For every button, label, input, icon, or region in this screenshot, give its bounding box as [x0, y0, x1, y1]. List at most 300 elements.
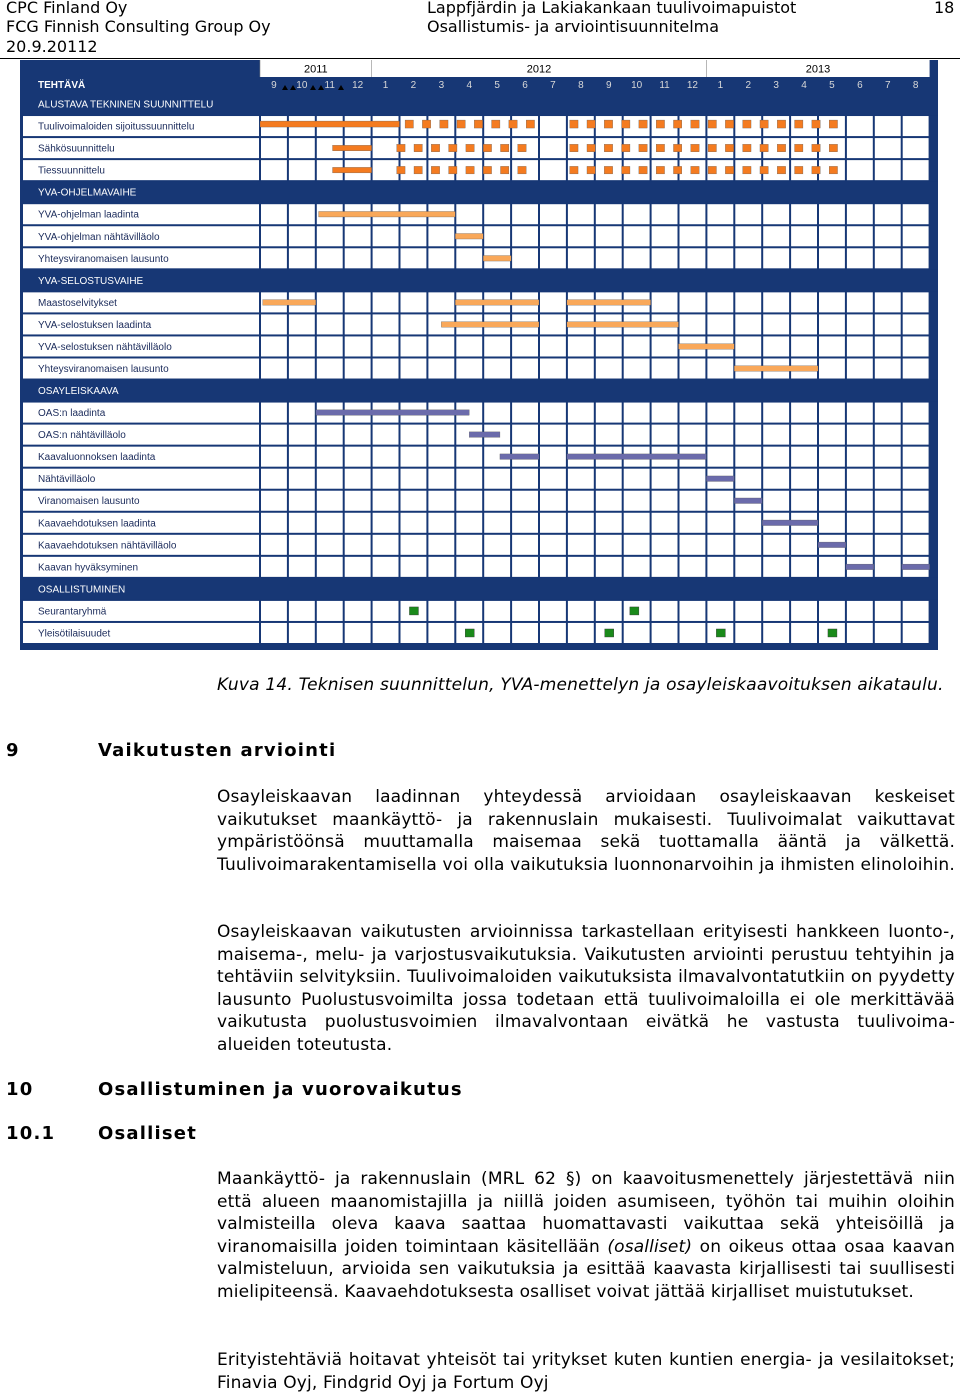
- grid-cell: [596, 513, 622, 533]
- section-label: YVA-SELOSTUSVAIHE: [38, 275, 144, 287]
- grid-cell: [819, 601, 845, 621]
- gantt-segment: [405, 120, 413, 128]
- grid-cell: [847, 447, 873, 467]
- grid-cell: [540, 403, 566, 423]
- grid-cell: [680, 623, 706, 643]
- section-10-heading: [6, 1079, 463, 1100]
- grid-cell: [763, 469, 789, 489]
- grid-cell: [875, 226, 901, 246]
- gantt-milestone: [409, 607, 418, 615]
- grid-cell: [875, 138, 901, 158]
- grid-cell: [401, 336, 427, 356]
- grid-cell: [373, 513, 399, 533]
- month-label: 12: [352, 80, 364, 91]
- gantt-segment: [457, 120, 465, 128]
- grid-cell: [847, 535, 873, 555]
- grid-cell: [345, 513, 371, 533]
- grid-cell: [763, 403, 789, 423]
- grid-cell: [512, 336, 538, 356]
- grid-cell: [875, 535, 901, 555]
- grid-cell: [373, 535, 399, 555]
- grid-cell: [680, 204, 706, 224]
- grid-cell: [903, 204, 929, 224]
- gantt-segment: [708, 144, 716, 152]
- figure-caption: Kuva 14. Teknisen suunnittelun, YVA-menettelyn ja osayleiskaavoituksen aikataulu.: [217, 675, 944, 695]
- grid-cell: [261, 403, 287, 423]
- grid-cell: [819, 358, 845, 378]
- grid-cell: [261, 601, 287, 621]
- grid-cell: [875, 160, 901, 180]
- grid-cell: [875, 292, 901, 312]
- grid-cell: [484, 358, 510, 378]
- gantt-milestone: [630, 607, 639, 615]
- grid-cell: [652, 248, 678, 268]
- month-label: 2: [745, 80, 752, 91]
- grid-cell: [596, 248, 622, 268]
- grid-cell: [735, 204, 761, 224]
- grid-cell: [903, 138, 929, 158]
- grid-cell: [401, 513, 427, 533]
- gantt-segment: [656, 120, 664, 128]
- grid-cell: [373, 160, 399, 180]
- grid-cell: [317, 447, 343, 467]
- grid-cell: [317, 491, 343, 511]
- grid-cell: [317, 513, 343, 533]
- month-label: 4: [466, 80, 473, 91]
- section-row: [20, 578, 938, 600]
- gantt-bar: [679, 344, 735, 350]
- grid-cell: [317, 336, 343, 356]
- document-date: 20.9.20112: [6, 37, 98, 56]
- task-label: Kaavaluonnoksen laadinta: [38, 452, 156, 464]
- gantt-segment: [708, 166, 716, 174]
- gantt-bar: [455, 234, 483, 240]
- grid-cell: [763, 226, 789, 246]
- month-label: 8: [578, 80, 584, 91]
- grid-cell: [875, 336, 901, 356]
- gantt-segment: [518, 144, 526, 152]
- paragraph: Osayleiskaavan vaikutusten arvioinnissa tarkastellaan erityisesti hankkeen luonto-, maisema-, melu- ja varjostusvaikutuksia. Vaikutusten arviointi perustuu tehtyihin ja tehtäviin selvityksiin. Tuulivoimaloiden vaikutuksista ilmavalvontatutkiin on pyydetty lausunto Puolustusvoimilta jossa todetaan että tuulivoimaloilla ei ole merkittävää vaikutusta puolustusvoimien ilmavalvontaan eivätkä he vastusta tuulivoima-alueiden toteutusta.: [217, 922, 955, 1055]
- section-label: ALUSTAVA TEKNINEN SUUNNITTELU: [38, 99, 214, 111]
- grid-cell: [903, 535, 929, 555]
- grid-cell: [875, 403, 901, 423]
- grid-cell: [624, 204, 650, 224]
- gantt-segment: [656, 166, 664, 174]
- grid-cell: [680, 314, 706, 334]
- grid-cell: [512, 403, 538, 423]
- grid-cell: [540, 160, 566, 180]
- month-label: 7: [550, 80, 556, 91]
- gantt-bar: [483, 256, 511, 261]
- gantt-segment: [795, 144, 803, 152]
- gantt-segment: [639, 166, 647, 174]
- grid-cell: [875, 447, 901, 467]
- gantt-bar: [846, 564, 874, 570]
- grid-cell: [707, 491, 733, 511]
- grid-cell: [707, 292, 733, 312]
- grid-cell: [512, 204, 538, 224]
- grid-cell: [652, 491, 678, 511]
- grid-cell: [791, 623, 817, 643]
- grid-cell: [373, 358, 399, 378]
- gantt-segment: [725, 120, 733, 128]
- grid-cell: [401, 535, 427, 555]
- grid-cell: [373, 557, 399, 577]
- grid-cell: [568, 358, 594, 378]
- gantt-segment: [795, 166, 803, 174]
- gantt-segment: [795, 120, 803, 128]
- grid-cell: [707, 601, 733, 621]
- grid-cell: [791, 557, 817, 577]
- grid-cell: [903, 292, 929, 312]
- gantt-segment: [639, 120, 647, 128]
- grid-cell: [261, 204, 287, 224]
- task-label: Kaavan hyväksyminen: [38, 562, 139, 574]
- grid-cell: [624, 336, 650, 356]
- grid-cell: [540, 469, 566, 489]
- grid-cell: [847, 160, 873, 180]
- gantt-segment: [414, 166, 422, 174]
- gantt-segment: [431, 144, 439, 152]
- grid-cell: [707, 513, 733, 533]
- gantt-milestone: [716, 629, 725, 637]
- grid-cell: [624, 491, 650, 511]
- gantt-segment: [570, 144, 578, 152]
- gantt-segment: [449, 166, 457, 174]
- grid-cell: [540, 425, 566, 445]
- paragraph: [217, 1168, 955, 1303]
- grid-cell: [596, 425, 622, 445]
- gantt-segment: [639, 144, 647, 152]
- grid-cell: [289, 138, 315, 158]
- grid-cell: [456, 204, 482, 224]
- grid-cell: [401, 623, 427, 643]
- grid-cell: [847, 292, 873, 312]
- grid-cell: [875, 314, 901, 334]
- grid-cell: [512, 469, 538, 489]
- gantt-bar: [734, 366, 818, 372]
- grid-cell: [763, 248, 789, 268]
- gantt-segment: [812, 120, 820, 128]
- grid-cell: [428, 491, 454, 511]
- grid-cell: [261, 138, 287, 158]
- section-9-heading: [6, 740, 336, 761]
- month-label: 5: [829, 80, 835, 91]
- grid-cell: [373, 425, 399, 445]
- grid-cell: [791, 292, 817, 312]
- grid-cell: [680, 292, 706, 312]
- grid-cell: [345, 601, 371, 621]
- section-number: 9: [6, 740, 20, 761]
- grid-cell: [289, 513, 315, 533]
- grid-cell: [791, 601, 817, 621]
- gantt-bar: [316, 410, 469, 416]
- grid-cell: [568, 425, 594, 445]
- grid-cell: [289, 491, 315, 511]
- month-label: 7: [884, 80, 891, 91]
- grid-cell: [735, 623, 761, 643]
- grid-cell: [373, 623, 399, 643]
- grid-cell: [261, 447, 287, 467]
- grid-cell: [512, 491, 538, 511]
- grid-cell: [875, 491, 901, 511]
- section-row: [20, 380, 938, 402]
- grid-cell: [261, 425, 287, 445]
- task-label: YVA-ohjelman nähtävilläolo: [38, 231, 160, 243]
- grid-cell: [875, 557, 901, 577]
- grid-cell: [680, 491, 706, 511]
- grid-cell: [652, 292, 678, 312]
- grid-cell: [289, 557, 315, 577]
- grid-cell: [317, 248, 343, 268]
- grid-cell: [512, 513, 538, 533]
- grid-cell: [345, 469, 371, 489]
- grid-cell: [512, 425, 538, 445]
- grid-cell: [819, 557, 845, 577]
- grid-cell: [680, 248, 706, 268]
- grid-cell: [373, 601, 399, 621]
- task-label: Yhteysviranomaisen lausunto: [38, 253, 169, 265]
- grid-cell: [540, 491, 566, 511]
- project-title: Lappfjärdin ja Lakiakankaan tuulivoimapuistot: [427, 0, 797, 17]
- year-label: 2012: [526, 63, 552, 76]
- section-number: 10.1: [6, 1123, 56, 1144]
- task-label: OAS:n nähtävilläolo: [38, 430, 126, 442]
- grid-cell: [345, 336, 371, 356]
- grid-cell: [875, 469, 901, 489]
- grid-cell: [540, 623, 566, 643]
- grid-cell: [763, 425, 789, 445]
- gantt-segment: [777, 120, 785, 128]
- grid-cell: [512, 226, 538, 246]
- grid-cell: [512, 248, 538, 268]
- grid-cell: [707, 403, 733, 423]
- grid-cell: [707, 425, 733, 445]
- task-label: YVA-ohjelman laadinta: [38, 209, 139, 221]
- grid-cell: [847, 138, 873, 158]
- grid-cell: [428, 447, 454, 467]
- gantt-segment: [449, 144, 457, 152]
- month-label: 11: [659, 80, 670, 91]
- grid-cell: [735, 469, 761, 489]
- gantt-segment: [743, 166, 751, 174]
- grid-cell: [289, 336, 315, 356]
- grid-cell: [903, 336, 929, 356]
- grid-cell: [624, 358, 650, 378]
- gantt-segment: [431, 166, 439, 174]
- month-label: 1: [717, 80, 724, 91]
- grid-cell: [875, 116, 901, 136]
- grid-cell: [847, 425, 873, 445]
- grid-cell: [540, 204, 566, 224]
- grid-cell: [373, 491, 399, 511]
- gantt-segment: [526, 120, 534, 128]
- grid-cell: [568, 557, 594, 577]
- grid-cell: [373, 314, 399, 334]
- section-row: [20, 269, 938, 291]
- section-label: OSAYLEISKAAVA: [38, 386, 119, 398]
- grid-cell: [317, 557, 343, 577]
- grid-cell: [540, 138, 566, 158]
- grid-cell: [568, 469, 594, 489]
- grid-cell: [903, 226, 929, 246]
- grid-cell: [680, 513, 706, 533]
- grid-cell: [847, 513, 873, 533]
- grid-cell: [707, 535, 733, 555]
- gantt-segment: [422, 120, 430, 128]
- task-header: TEHTÄVÄ: [38, 80, 86, 91]
- grid-cell: [317, 601, 343, 621]
- gantt-segment: [777, 144, 785, 152]
- grid-cell: [261, 336, 287, 356]
- task-label: YVA-selostuksen laadinta: [38, 319, 152, 331]
- grid-cell: [763, 601, 789, 621]
- grid-cell: [289, 314, 315, 334]
- paragraph: Osayleiskaavan laadinnan yhteydessä arvioidaan osayleiskaavan keskeiset vaikutukset maankäyttö- ja rakennuslain mukaisesti. Tuulivoimalat vaikuttavat ympäristöönsä muuttamalla maisemaa sekä tuottamalla ääntä ja välkettä. Tuulivoimarakentamisella voi olla vaikutuksia luonnonarvoihin ja ihmisten elinoloihin.: [217, 787, 955, 875]
- grid-cell: [624, 403, 650, 423]
- grid-cell: [735, 336, 761, 356]
- grid-cell: [373, 292, 399, 312]
- gantt-bar: [441, 322, 539, 328]
- grid-cell: [735, 447, 761, 467]
- grid-cell: [289, 204, 315, 224]
- grid-cell: [373, 447, 399, 467]
- grid-cell: [791, 336, 817, 356]
- gantt-segment: [743, 120, 751, 128]
- month-label: 9: [605, 80, 612, 91]
- gantt-segment: [673, 166, 681, 174]
- task-label: Maastoselvitykset: [38, 297, 117, 309]
- gantt-bar: [263, 300, 316, 306]
- grid-cell: [624, 623, 650, 643]
- grid-cell: [847, 204, 873, 224]
- grid-cell: [819, 403, 845, 423]
- grid-cell: [317, 425, 343, 445]
- grid-cell: [261, 160, 287, 180]
- grid-cell: [289, 403, 315, 423]
- grid-cell: [484, 469, 510, 489]
- grid-cell: [624, 425, 650, 445]
- gantt-segment: [622, 120, 630, 128]
- year-label: 2013: [805, 63, 831, 76]
- grid-cell: [345, 226, 371, 246]
- grid-cell: [345, 623, 371, 643]
- grid-cell: [903, 403, 929, 423]
- grid-cell: [428, 248, 454, 268]
- grid-cell: [317, 358, 343, 378]
- grid-cell: [596, 336, 622, 356]
- gantt-segment: [397, 166, 405, 174]
- gantt-segment: [604, 166, 612, 174]
- grid-cell: [345, 535, 371, 555]
- grid-cell: [401, 248, 427, 268]
- grid-cell: [791, 469, 817, 489]
- grid-cell: [261, 469, 287, 489]
- grid-cell: [652, 623, 678, 643]
- grid-cell: [596, 557, 622, 577]
- grid-cell: [261, 535, 287, 555]
- grid-cell: [428, 623, 454, 643]
- grid-cell: [652, 336, 678, 356]
- grid-cell: [456, 535, 482, 555]
- grid-cell: [624, 469, 650, 489]
- gantt-segment: [725, 166, 733, 174]
- gantt-segment: [587, 144, 595, 152]
- grid-cell: [456, 469, 482, 489]
- grid-cell: [847, 248, 873, 268]
- gantt-bar: [567, 322, 679, 328]
- gantt-segment: [466, 144, 474, 152]
- grid-cell: [652, 226, 678, 246]
- gantt-bar: [319, 211, 456, 217]
- month-label: 2: [410, 80, 417, 91]
- grid-cell: [847, 601, 873, 621]
- grid-cell: [847, 116, 873, 136]
- grid-cell: [707, 557, 733, 577]
- grid-cell: [791, 491, 817, 511]
- grid-cell: [819, 226, 845, 246]
- grid-cell: [903, 248, 929, 268]
- gantt-segment: [673, 120, 681, 128]
- gantt-segment: [570, 166, 578, 174]
- grid-cell: [484, 623, 510, 643]
- grid-cell: [596, 491, 622, 511]
- gantt-segment: [691, 144, 699, 152]
- grid-cell: [847, 491, 873, 511]
- grid-cell: [568, 513, 594, 533]
- grid-cell: [819, 491, 845, 511]
- text-run-italic: (osalliset): [607, 1236, 693, 1257]
- text-run: Maankäyttö- ja rakennuslain (MRL 62 §) on kaavoitusmenettely järjestettävä niin että alueen maanomistajilla ja niillä joiden asumiseen, työhön tai muihin oloihin valmisteilla oleva kaava saattaa huomattavasti vaikuttaa sekä yhteisöillä ja viranomaisilla joiden toimintaan käsitellään: [217, 1169, 955, 1257]
- gantt-segment: [474, 120, 482, 128]
- grid-cell: [819, 336, 845, 356]
- grid-cell: [903, 116, 929, 136]
- grid-cell: [903, 469, 929, 489]
- grid-cell: [317, 314, 343, 334]
- grid-cell: [652, 425, 678, 445]
- grid-cell: [903, 491, 929, 511]
- grid-cell: [345, 557, 371, 577]
- month-label: 11: [324, 80, 335, 91]
- section-number: 10: [6, 1079, 34, 1100]
- grid-cell: [289, 623, 315, 643]
- grid-cell: [401, 425, 427, 445]
- grid-cell: [847, 623, 873, 643]
- grid-cell: [791, 314, 817, 334]
- grid-cell: [568, 623, 594, 643]
- month-label: 5: [494, 80, 500, 91]
- grid-cell: [652, 513, 678, 533]
- gantt-segment: [604, 144, 612, 152]
- gantt-bar: [706, 476, 734, 482]
- grid-cell: [456, 447, 482, 467]
- grid-cell: [596, 535, 622, 555]
- grid-cell: [428, 226, 454, 246]
- grid-cell: [401, 314, 427, 334]
- grid-cell: [484, 535, 510, 555]
- grid-cell: [484, 204, 510, 224]
- gantt-milestone: [465, 629, 474, 637]
- gantt-segment: [509, 120, 517, 128]
- grid-cell: [540, 447, 566, 467]
- grid-cell: [903, 513, 929, 533]
- grid-cell: [484, 226, 510, 246]
- grid-cell: [624, 513, 650, 533]
- grid-cell: [596, 601, 622, 621]
- grid-cell: [903, 425, 929, 445]
- task-label: Seurantaryhmä: [38, 606, 107, 618]
- grid-cell: [428, 425, 454, 445]
